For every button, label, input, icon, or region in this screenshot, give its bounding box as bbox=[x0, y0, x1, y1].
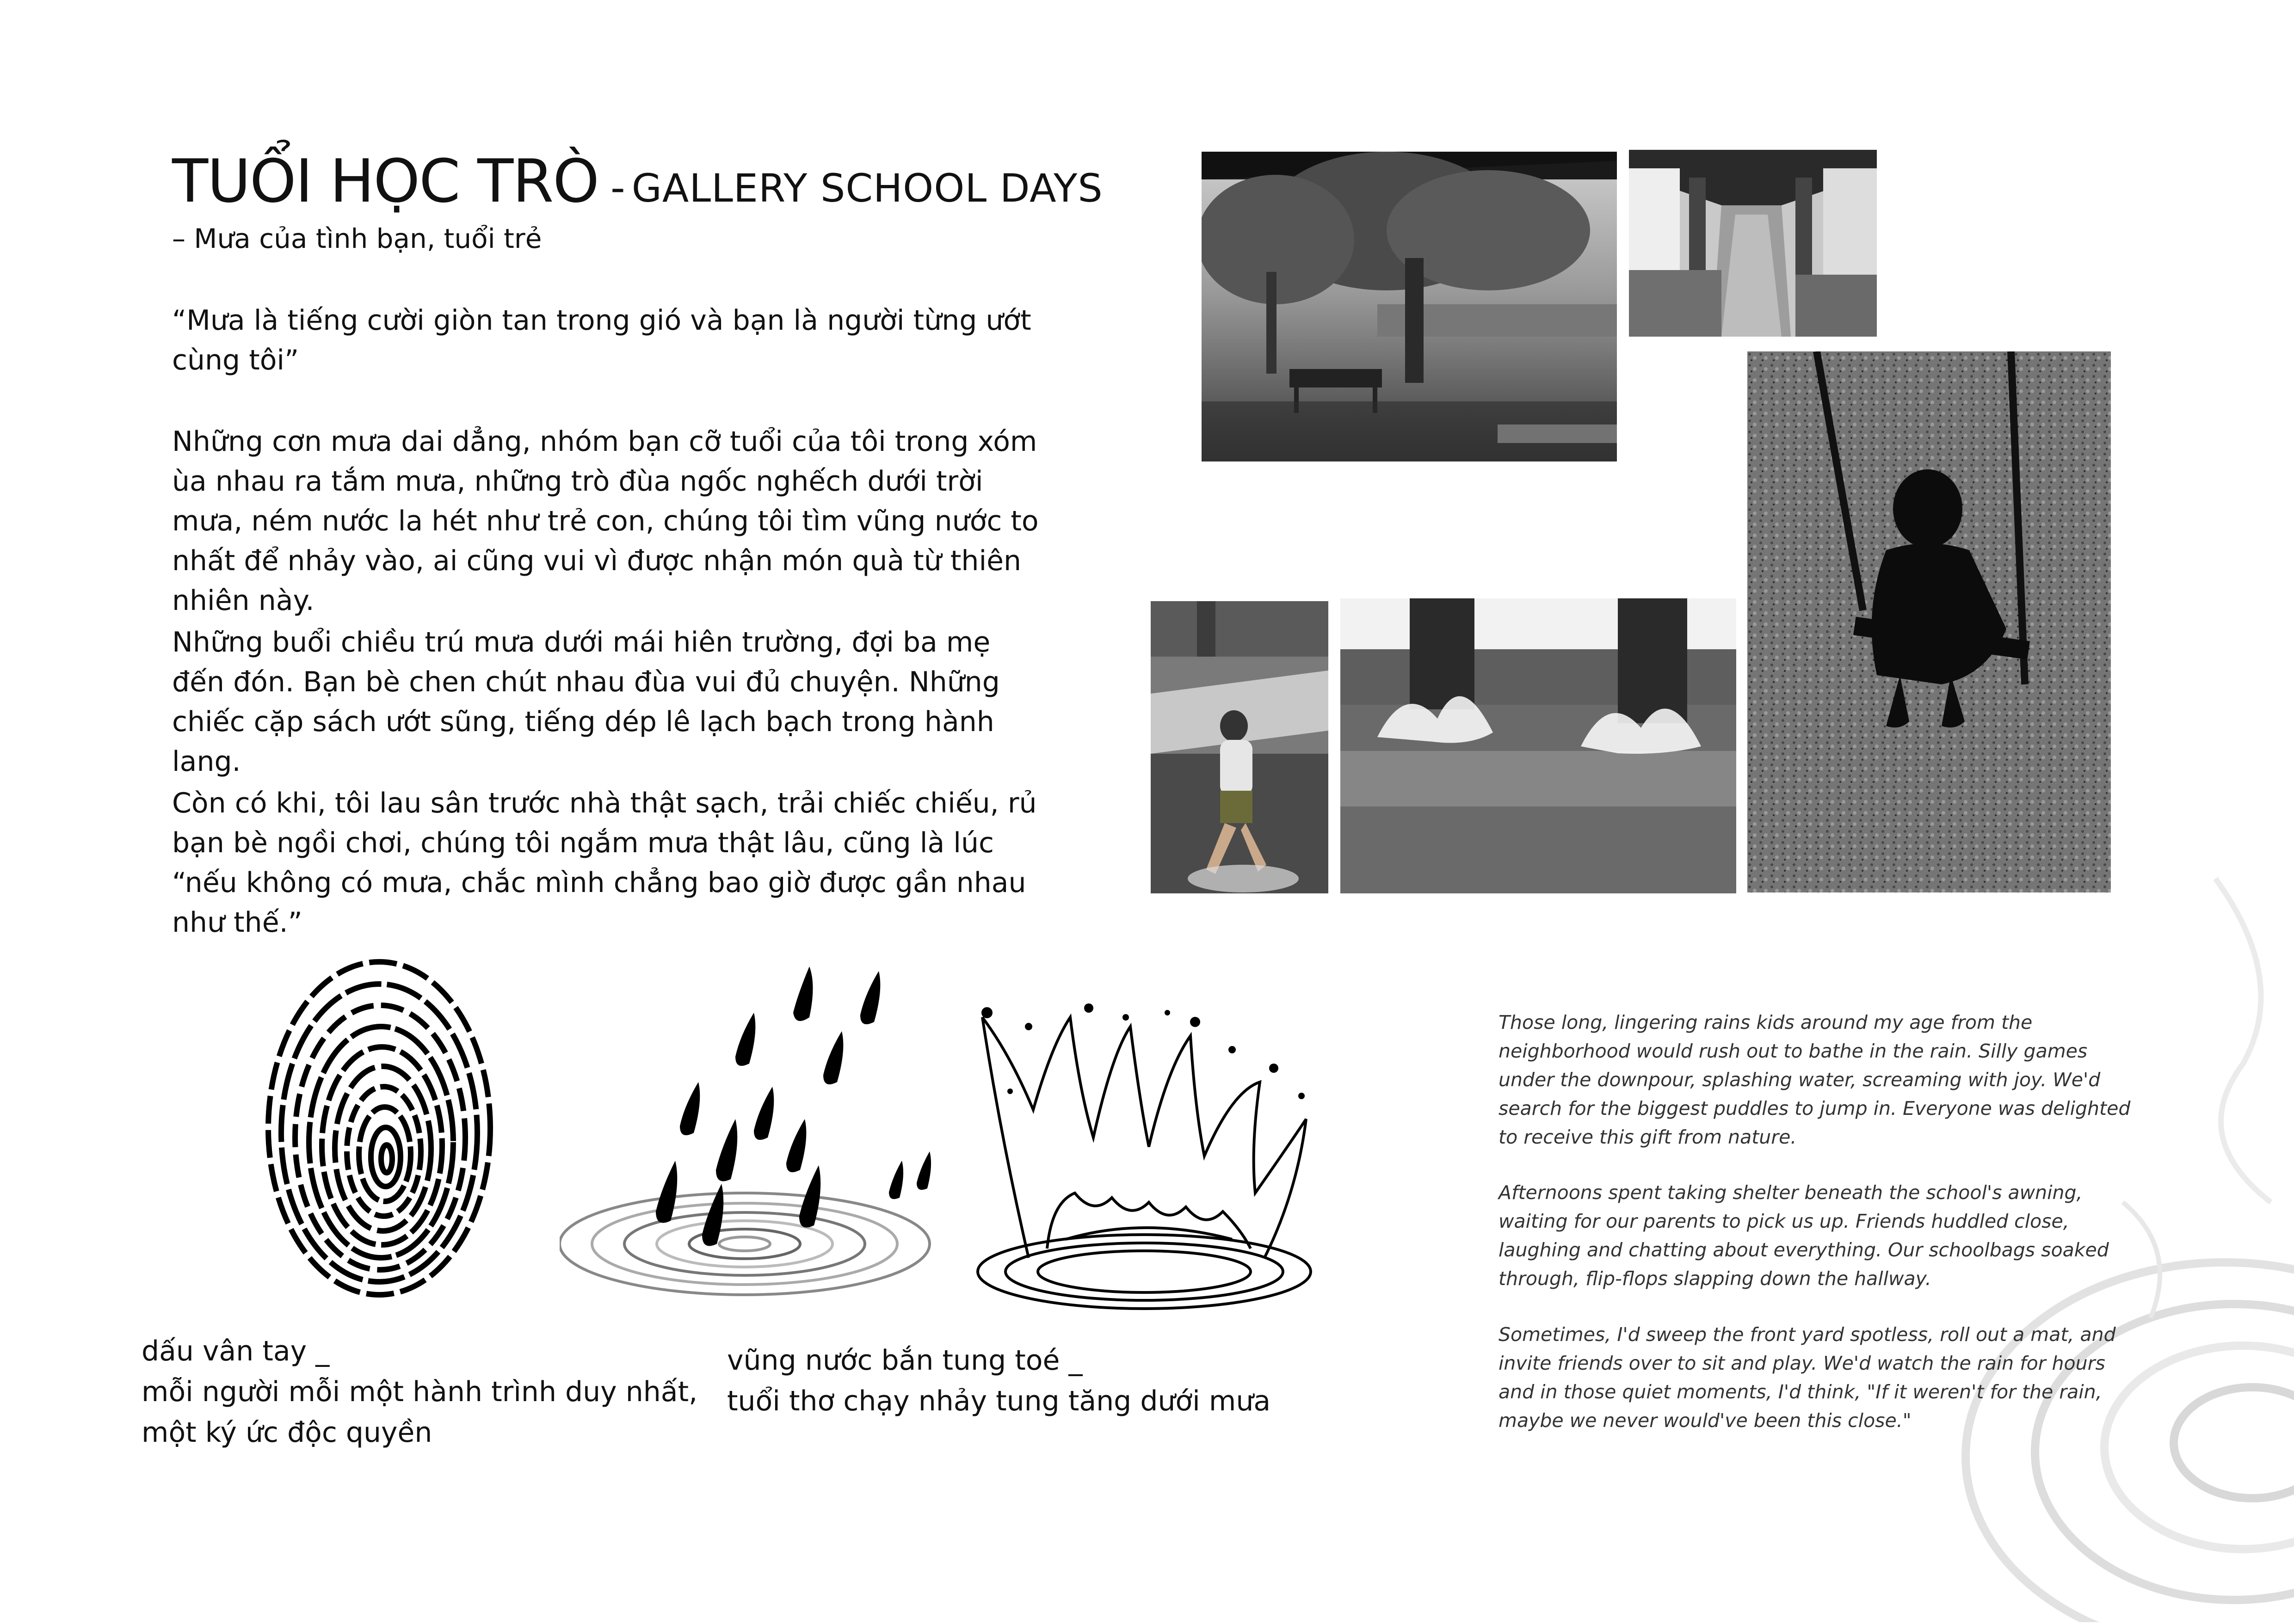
english-paragraph-2: Afternoons spent taking shelter beneath the school's awning, waiting for our parents to pick us up. Friends huddled close, laughing and chatting about everything. Our schoolbags soaked through, flip-flops slapping down the hallway. bbox=[1498, 1181, 2109, 1290]
school-corridor-photo bbox=[1629, 150, 1877, 337]
water-splash-crown-illustration bbox=[973, 999, 1315, 1313]
splash-caption-line-2: tuổi thơ chạy nhảy tung tăng dưới mưa bbox=[727, 1385, 1271, 1417]
fingerprint-caption-line-1: dấu vân tay _ bbox=[142, 1335, 330, 1367]
vietnamese-quote: “Mưa là tiếng cười giòn tan trong gió và bạn là người từng ướt cùng tôi” bbox=[172, 304, 1031, 376]
splash-caption bbox=[727, 1340, 1270, 1421]
feet-splashing-puddle-photo bbox=[1340, 598, 1736, 893]
title-english: GALLERY SCHOOL DAYS bbox=[631, 166, 1103, 211]
child-running-in-rain-photo bbox=[1151, 601, 1328, 893]
fingerprint-caption-line-3: một ký ức độc quyền bbox=[142, 1416, 432, 1449]
splash-caption-line-1: vũng nước bắn tung toé _ bbox=[727, 1344, 1083, 1377]
page-title bbox=[172, 147, 1103, 216]
rainy-schoolyard-photo bbox=[1202, 152, 1617, 461]
title-separator: - bbox=[610, 164, 625, 211]
subtitle: – Mưa của tình bạn, tuổi trẻ bbox=[172, 223, 542, 254]
vietnamese-paragraph-1: Những cơn mưa dai dẳng, nhóm bạn cỡ tuổi của tôi trong xóm ùa nhau ra tắm mưa, những trò đùa ngốc nghếch dưới trời mưa, ném nước la hét như trẻ con, chúng tôi tìm vũng nước to nhất để nhảy vào, ai cũng vui vì được nhận món quà từ thiên nhiên này. bbox=[172, 425, 1039, 617]
vietnamese-paragraph-3: Còn có khi, tôi lau sân trước nhà thật sạch, trải chiếc chiếu, rủ bạn bè ngồi chơi, chúng tôi ngắm mưa thật lâu, cũng là lúc “nếu không có mưa, chắc mình chẳng bao giờ được gần nhau như thế.” bbox=[172, 787, 1037, 939]
fingerprint-illustration bbox=[259, 953, 500, 1304]
fingerprint-caption bbox=[142, 1331, 697, 1453]
english-paragraph-1: Those long, lingering rains kids around my age from the neighborhood would rush out to bathe in the rain. Silly games under the downpour, splashing water, screaming with joy. We'd search for the biggest puddles to jump in. Everyone was delighted to receive this gift from nature. bbox=[1498, 1011, 2131, 1148]
raindrops-ripple-illustration bbox=[560, 966, 962, 1309]
fingerprint-caption-line-2: mỗi người mỗi một hành trình duy nhất, bbox=[142, 1376, 698, 1408]
vietnamese-paragraph-2: Những buổi chiều trú mưa dưới mái hiên trường, đợi ba mẹ đến đón. Bạn bè chen chút nhau đùa vui đủ chuyện. Những chiếc cặp sách ướt sũng, tiếng dép lê lạch bạch trong hành lang. bbox=[172, 626, 1000, 778]
english-paragraph-3: Sometimes, I'd sweep the front yard spotless, roll out a mat, and invite friends over to sit and play. We'd watch the rain for hours and in those quiet moments, I'd think, "If it weren't for the rain, maybe we never would've been this close." bbox=[1498, 1323, 2116, 1432]
title-main: TUỔI HỌC TRÒ bbox=[172, 147, 598, 216]
